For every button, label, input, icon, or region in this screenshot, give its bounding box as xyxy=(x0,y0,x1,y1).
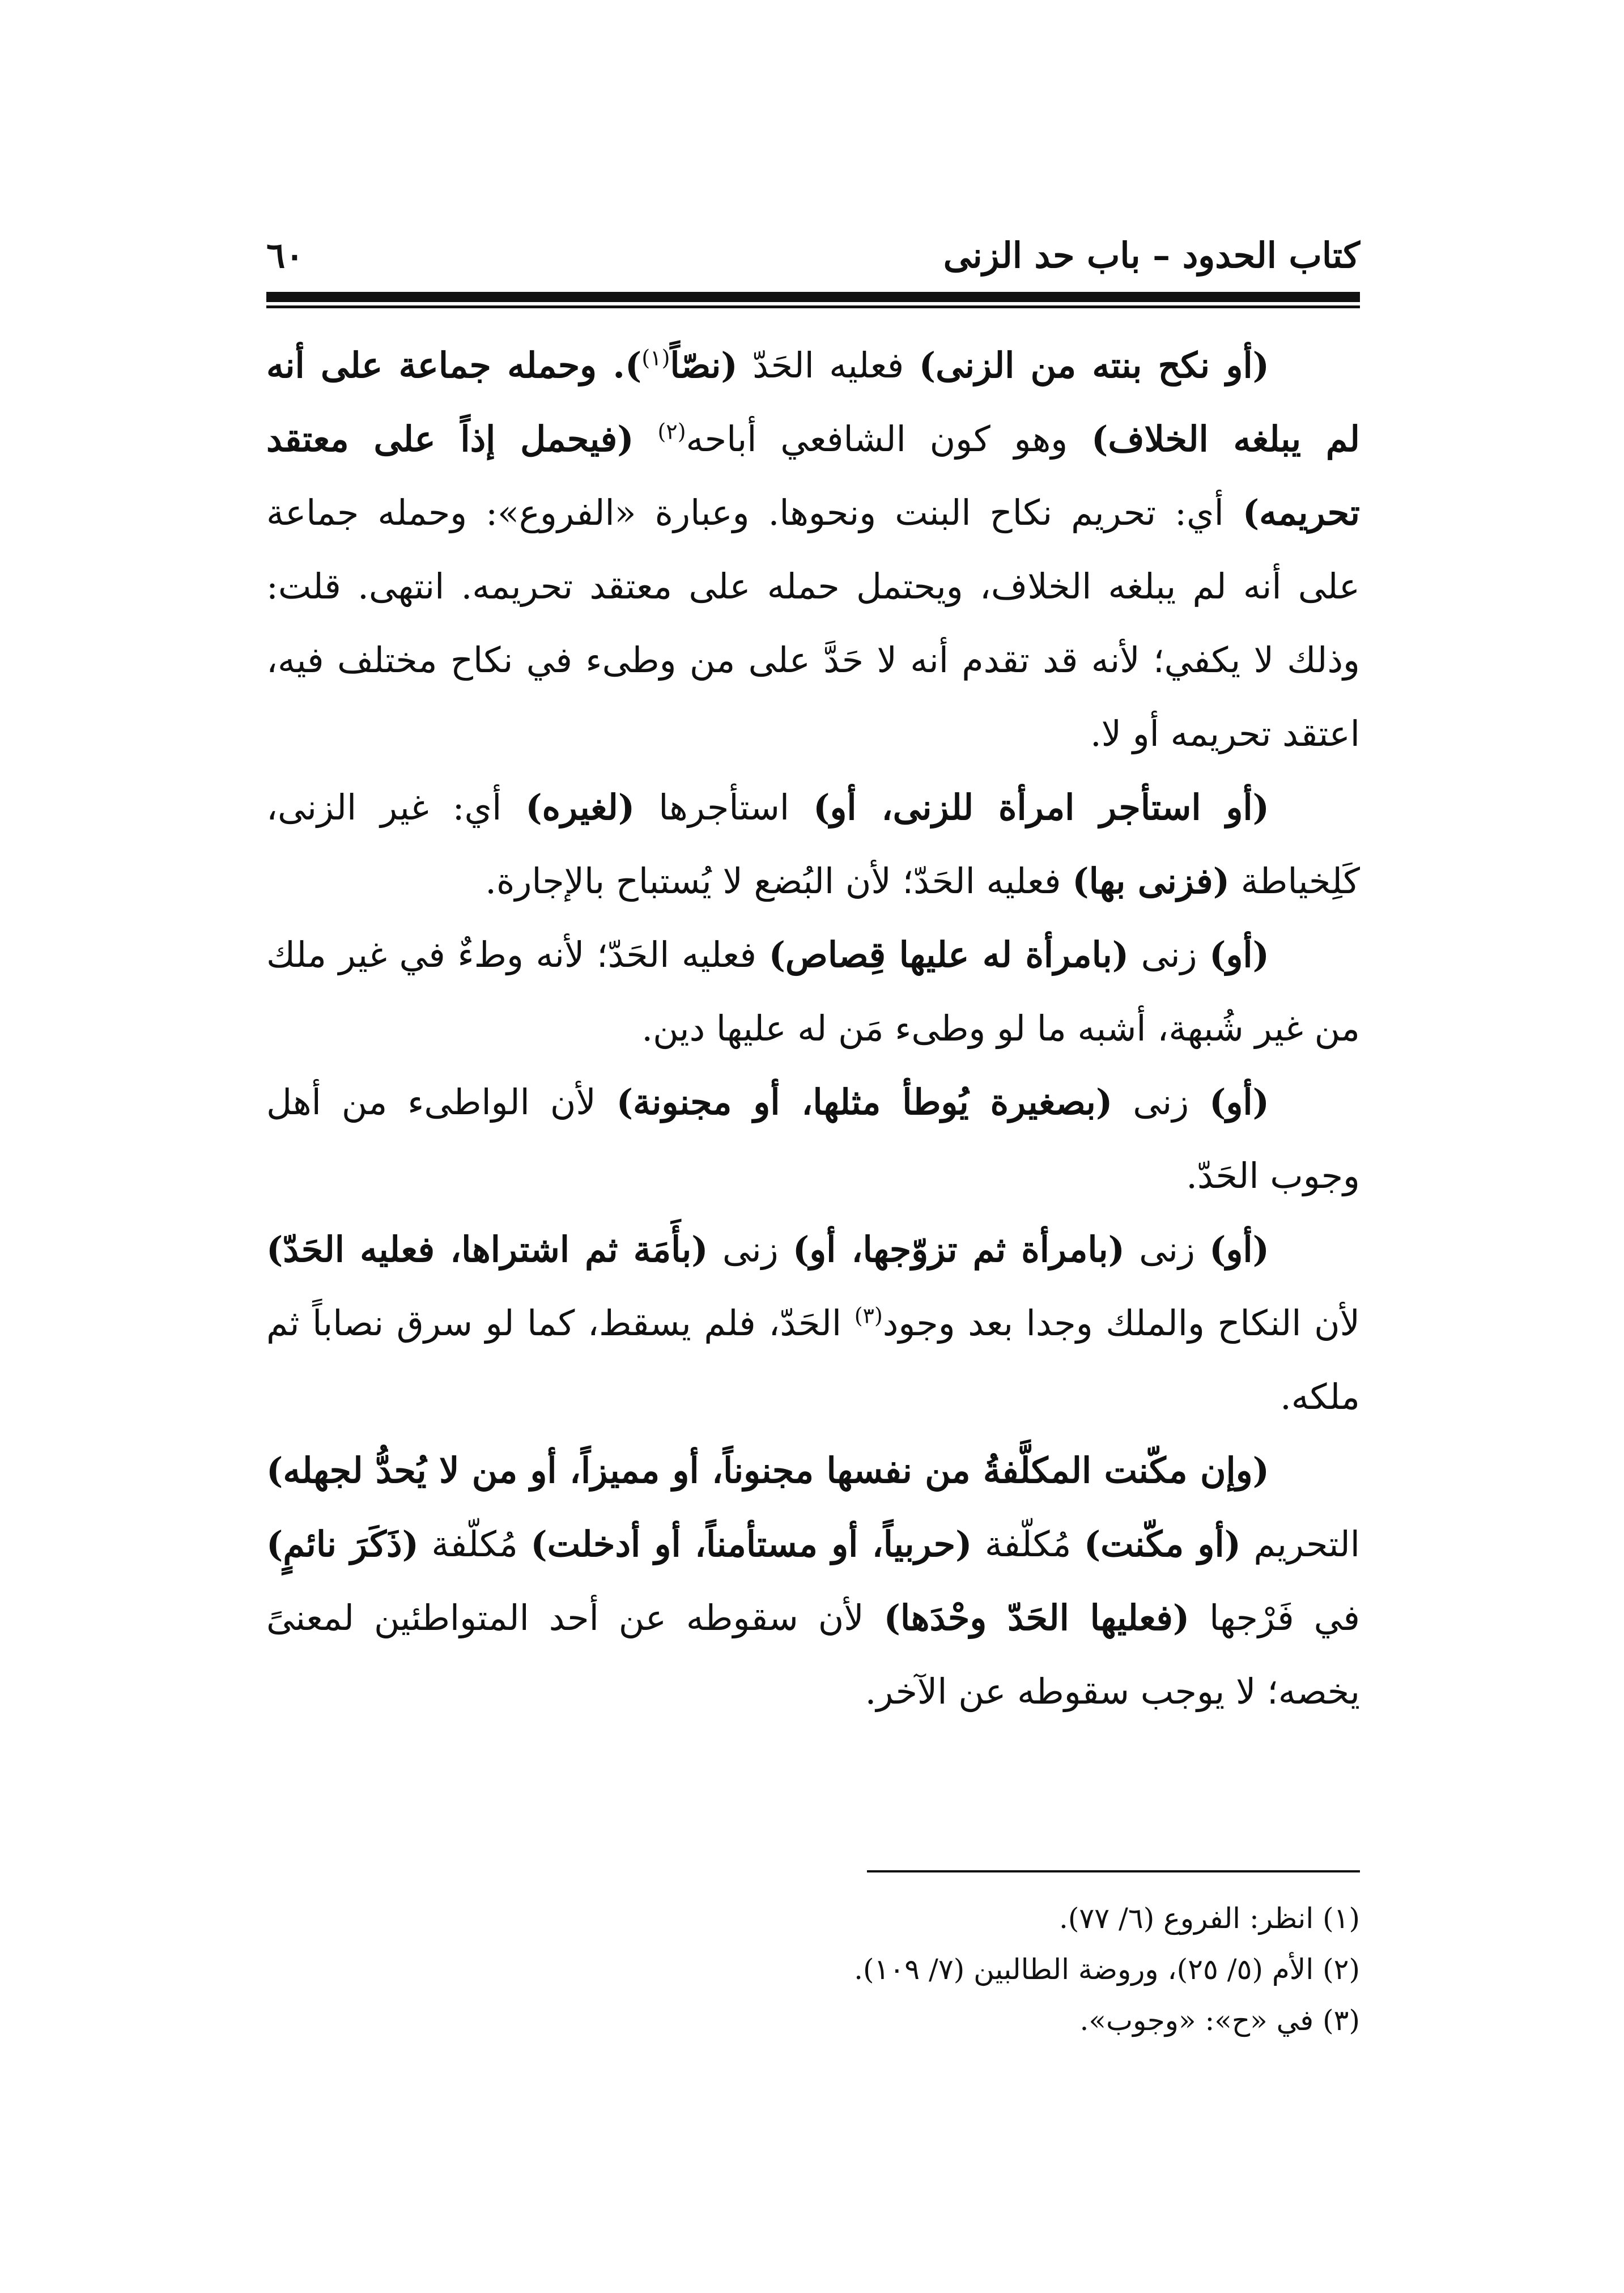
body-span: التحريم xyxy=(1241,1523,1360,1565)
paragraph-1 xyxy=(266,329,1360,771)
bold-text: (حربياً، أو مستأمناً، أو أدخلت) xyxy=(530,1523,972,1565)
body-span: فعليه الحَدّ؛ لأن البُضع لا يُستباح بالإجارة. xyxy=(485,860,1073,902)
body-span: زنى xyxy=(1124,1229,1210,1270)
bold-text: (فيحمل إذاً على معتقد تحريمه) xyxy=(266,418,1360,533)
body-span: في فَرْجها xyxy=(1189,1597,1360,1638)
bold-text: (أو استأجر امرأة للزنى، أو) xyxy=(813,787,1269,828)
body-span: الحَدّ، فلم يسقط، كما لو سرق نصاباً ثم ملكه. xyxy=(266,1302,1360,1417)
running-title: كتاب الحدود – باب حد الزنى xyxy=(943,234,1360,276)
bold-text: (بامرأة له عليها قِصاص) xyxy=(768,934,1129,975)
body-span: لأن النكاح والملك وجدا بعد وجود xyxy=(882,1302,1360,1344)
footnote-ref-2[interactable]: (٢) xyxy=(657,419,686,444)
bold-text: (ذَكَرَ نائمٍ) xyxy=(266,1523,419,1565)
body-span: أي: غير الزنى، كَلِخياطة xyxy=(266,787,1360,902)
paragraph-6 xyxy=(266,1434,1360,1729)
bold-text: (وإن مكّنت المكلَّفةُ من نفسها مجنوناً، أو مميزاً، أو من لا يُحدُّ لجهله) xyxy=(266,1450,1269,1491)
bold-text: (فزنى بها) xyxy=(1072,860,1230,902)
body-span: لأن سقوطه عن أحد المتواطئين لمعنىً يخصه؛ لا يوجب سقوطه عن الآخر. xyxy=(266,1597,1360,1712)
header-rule-thick xyxy=(266,292,1360,302)
footnotes xyxy=(266,1893,1360,2046)
header-rule xyxy=(266,292,1360,309)
page-header xyxy=(266,221,1360,289)
body-span: أي: تحريم نكاح البنت ونحوها. وعبارة «الفروع»: وحمله جماعة على أنه لم يبلغه الخلاف، ويحتمل حمله على معتقد تحريمه. انتهى. قلت: وذلك لا يكفي؛ لأنه قد تقدم أنه لا حَدَّ على من وطىء في نكاح مختلف فيه، اعتقد تحريمه أو لا. xyxy=(266,492,1360,754)
body-text xyxy=(266,329,1360,1729)
footnote-ref-3[interactable]: (٣) xyxy=(854,1303,883,1328)
body-span: مُكلّفة xyxy=(972,1523,1084,1565)
bold-text: (أو نكح بنته من الزنى) xyxy=(919,345,1270,386)
body-span xyxy=(634,418,658,460)
bold-text: (أو) xyxy=(1209,934,1269,975)
paragraph-3 xyxy=(266,918,1360,1065)
body-span: فعليه الحَدّ؛ لأنه وطءٌ في غير ملك من غير شُبهة، أشبه ما لو وطىء مَن له عليها دين. xyxy=(266,934,1360,1049)
body-span: لأن الواطىء من أهل وجوب الحَدّ. xyxy=(266,1081,1360,1196)
body-span: وهو كون الشافعي أباحه xyxy=(686,418,1092,460)
bold-text: ). وحمله جماعة على أنه لم يبلغه الخلاف) xyxy=(266,345,1360,460)
footnote-1: (١) انظر: الفروع (٦/ ٧٧). xyxy=(1058,1902,1360,1935)
bold-text: (بامرأة ثم تزوّجها، أو) xyxy=(792,1229,1125,1270)
bold-text: (بصغيرة يُوطأ مثلها، أو مجنونة) xyxy=(616,1081,1113,1123)
body-span: مُكلّفة xyxy=(418,1523,531,1565)
bold-text: (أو مكّنت) xyxy=(1083,1523,1242,1565)
body-span: زنى xyxy=(1112,1081,1210,1123)
footnote-rule xyxy=(867,1870,1360,1872)
page-number: ٦٠ xyxy=(266,234,304,276)
bold-text: (بأَمَة ثم اشتراها، فعليه الحَدّ) xyxy=(266,1229,708,1270)
footnote-2: (٢) الأم (٥/ ٢٥)، وروضة الطالبين (٧/ ١٠٩). xyxy=(854,1953,1360,1986)
body-span: استأجرها xyxy=(635,787,814,828)
paragraph-5 xyxy=(266,1213,1360,1434)
bold-text: (أو) xyxy=(1209,1081,1269,1123)
footnote-3: (٣) في «ح»: «وجوب». xyxy=(1079,2004,1360,2037)
bold-text: (فعليها الحَدّ وحْدَها) xyxy=(883,1597,1190,1638)
header-rule-thin xyxy=(266,305,1360,308)
bold-text: (نصّاً xyxy=(670,345,738,386)
footnote-ref-1[interactable]: (١) xyxy=(641,345,670,371)
paragraph-2 xyxy=(266,771,1360,918)
body-span: فعليه الحَدّ xyxy=(737,345,919,386)
body-span: زنى xyxy=(1129,934,1210,975)
body-span: زنى xyxy=(708,1229,793,1270)
bold-text: (أو) xyxy=(1209,1229,1269,1270)
bold-text: (لغيره) xyxy=(525,787,635,828)
paragraph-4 xyxy=(266,1065,1360,1213)
